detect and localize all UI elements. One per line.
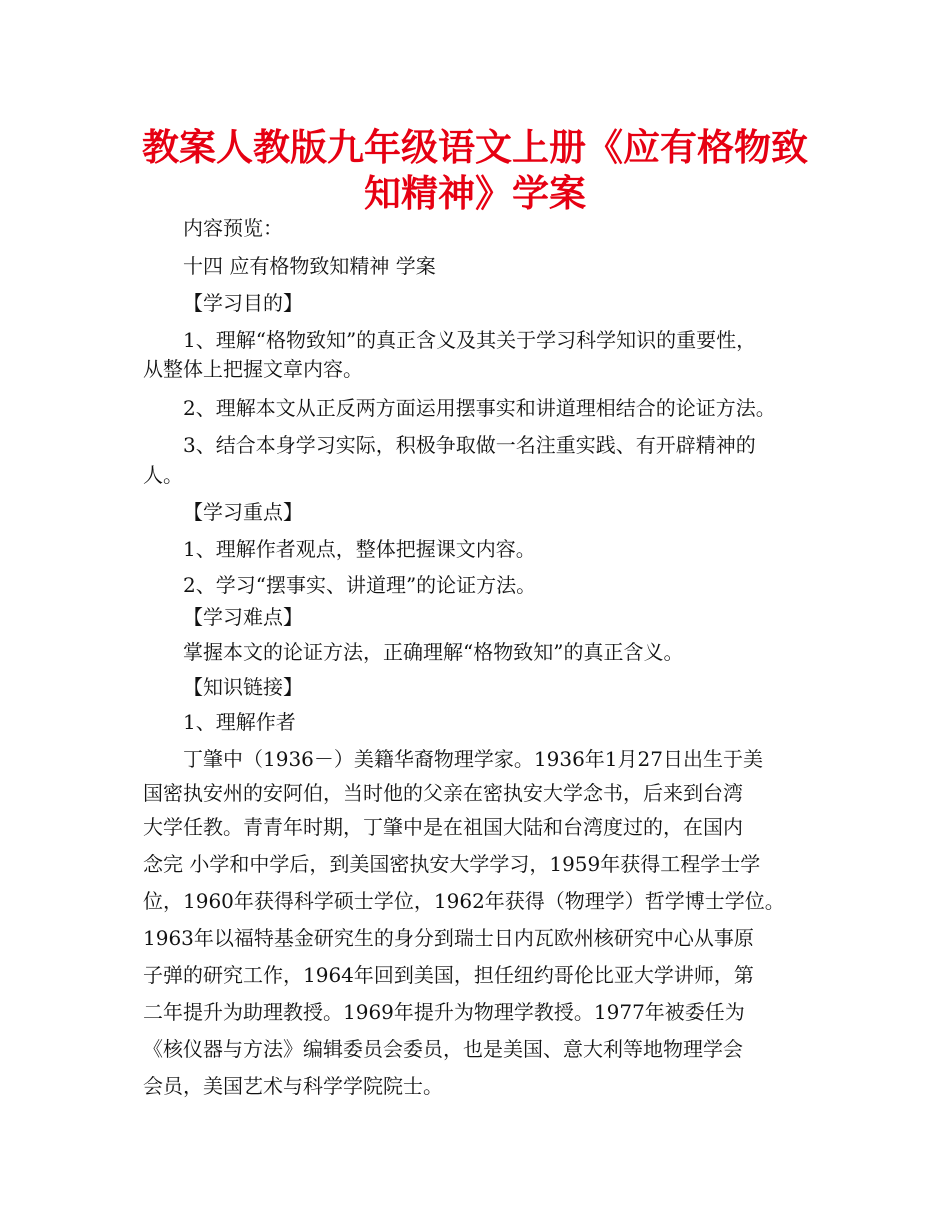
bio-line-1: 丁肇中（1936－）美籍华裔物理学家。1936年1月27日出生于美: [183, 747, 763, 771]
bio-line-3: 大学任教。青青年时期，丁肇中是在祖国大陆和台湾度过的，在国内: [143, 815, 743, 839]
bio-line-2: 国密执安州的安阿伯，当时他的父亲在密执安大学念书，后来到台湾: [143, 781, 743, 805]
goal-3-line-1: 3、结合本身学习实际，积极争取做一名注重实践、有开辟精神的: [183, 433, 756, 457]
goal-3-line-2: 人。: [143, 463, 183, 487]
bio-line-6: 1963年以福特基金研究生的身分到瑞士日内瓦欧州核研究中心从事原: [143, 926, 754, 950]
bio-line-7: 子弹的研究工作，1964年回到美国，担任纽约哥伦比亚大学讲师，第: [143, 963, 754, 987]
key-point-2: 2、学习“摆事实、讲道理”的论证方法。: [183, 573, 537, 597]
preview-label: 内容预览：: [183, 216, 283, 240]
section-heading-key-points: 【学习重点】: [183, 500, 303, 524]
bio-line-10: 会员，美国艺术与科学学院院士。: [143, 1074, 443, 1098]
lesson-title: 十四 应有格物致知精神 学案: [183, 254, 436, 278]
section-heading-goals: 【学习目的】: [183, 291, 303, 315]
section-heading-difficulty: 【学习难点】: [183, 605, 303, 629]
key-point-1: 1、理解作者观点，整体把握课文内容。: [183, 537, 536, 561]
document-title-line-1: 教案人教版九年级语文上册《应有格物致: [142, 126, 808, 169]
bio-line-8: 二年提升为助理教授。1969年提升为物理学教授。1977年被委任为: [143, 1000, 745, 1024]
goal-1-line-2: 从整体上把握文章内容。: [143, 357, 363, 381]
link-item-1: 1、理解作者: [183, 710, 296, 734]
goal-1-line-1: 1、理解“格物致知”的真正含义及其关于学习科学知识的重要性，: [183, 328, 757, 352]
goal-2: 2、理解本文从正反两方面运用摆事实和讲道理相结合的论证方法。: [183, 396, 776, 420]
bio-line-9: 《核仪器与方法》编辑委员会委员，也是美国、意大利等地物理学会: [143, 1037, 743, 1061]
section-heading-links: 【知识链接】: [183, 675, 303, 699]
difficulty-text: 掌握本文的论证方法，正确理解“格物致知”的真正含义。: [183, 640, 684, 664]
bio-line-5: 位，1960年获得科学硕士学位，1962年获得（物理学）哲学博士学位。: [143, 889, 785, 913]
document-title-line-2: 知精神》学案: [364, 172, 586, 215]
bio-line-4: 念完 小学和中学后，到美国密执安大学学习，1959年获得工程学士学: [143, 852, 761, 876]
